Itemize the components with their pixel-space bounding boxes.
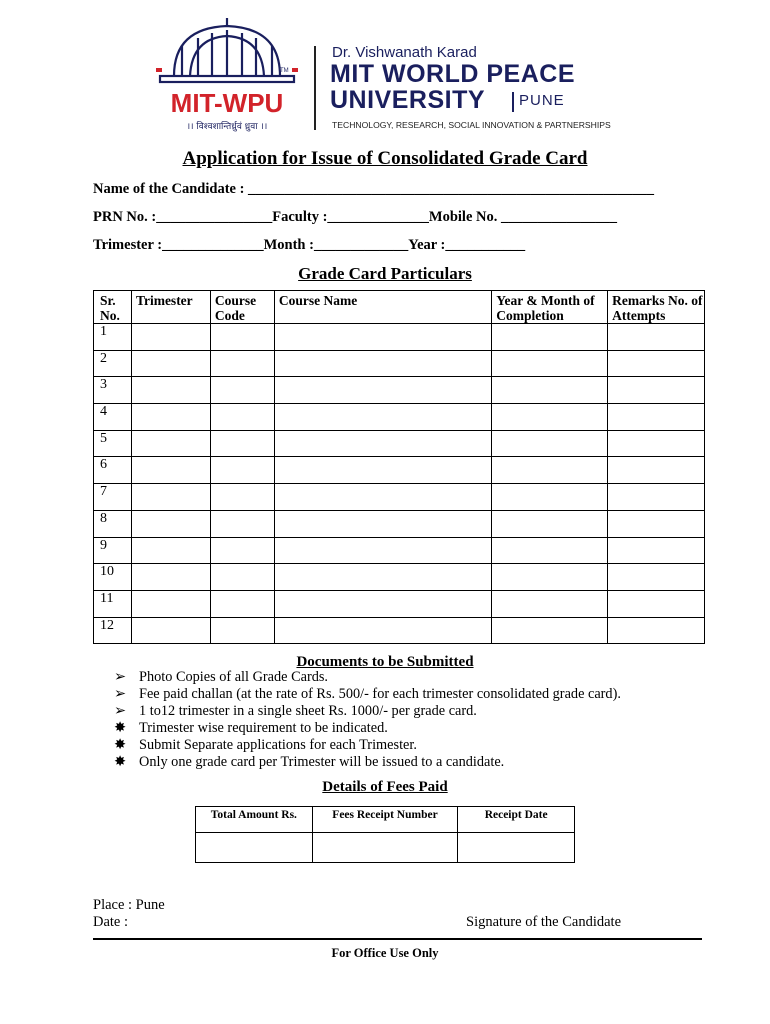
office-use-label: For Office Use Only — [331, 946, 439, 960]
table-row — [94, 430, 705, 457]
table-row — [94, 377, 705, 404]
list-item — [114, 754, 621, 771]
city-separator — [512, 92, 514, 112]
blank-cell — [210, 617, 274, 644]
footer-divider — [93, 938, 702, 940]
serial-number-cell: 10 — [94, 564, 132, 591]
blank-cell — [131, 350, 210, 377]
table-header-row — [94, 291, 705, 324]
blank-cell — [492, 484, 608, 511]
form-title: Application for Issue of Consolidated Grade Card — [182, 148, 588, 169]
blank-cell — [210, 564, 274, 591]
list-item-text: 1 to12 trimester in a single sheet Rs. 1000/- per grade card. — [139, 703, 477, 719]
blank-cell — [131, 377, 210, 404]
blank-cell — [131, 324, 210, 351]
column-header: Trimester — [131, 291, 210, 324]
blank-cell — [274, 324, 491, 351]
fees-title: Details of Fees Paid — [322, 779, 448, 795]
blank-cell — [274, 590, 491, 617]
list-item — [114, 737, 621, 754]
table-row — [94, 510, 705, 537]
blank-cell — [131, 590, 210, 617]
blank-cell — [274, 510, 491, 537]
blank-cell — [210, 590, 274, 617]
serial-number-cell: 8 — [94, 510, 132, 537]
mit-wpu-logo — [152, 16, 302, 134]
university-city: PUNE — [519, 92, 565, 109]
university-name-line2: UNIVERSITY — [330, 86, 486, 114]
signature-label: Signature of the Candidate — [466, 914, 622, 930]
table-row — [94, 484, 705, 511]
table-row — [94, 404, 705, 431]
logo-motto: ।। विश्वशान्तिर्ध्रुवं ध्रुवा ।। — [186, 122, 268, 132]
blank-cell — [131, 617, 210, 644]
blank-cell — [274, 430, 491, 457]
date-label: Date : — [93, 914, 129, 930]
particulars-title: Grade Card Particulars — [298, 264, 472, 283]
blank-cell — [492, 430, 608, 457]
blank-cell — [492, 377, 608, 404]
blank-cell — [210, 510, 274, 537]
blank-cell — [274, 350, 491, 377]
blank-cell — [492, 404, 608, 431]
column-header: Course Code — [210, 291, 274, 324]
blank-cell — [608, 564, 705, 591]
serial-number-cell: 7 — [94, 484, 132, 511]
column-header: Fees Receipt Number — [312, 807, 458, 833]
serial-number-cell: 6 — [94, 457, 132, 484]
table-row — [94, 457, 705, 484]
list-item-text: Only one grade card per Trimester will be issued to a candidate. — [139, 754, 505, 770]
blank-cell — [608, 537, 705, 564]
table-row — [94, 537, 705, 564]
serial-number-cell: 11 — [94, 590, 132, 617]
serial-number-cell: 2 — [94, 350, 132, 377]
column-header: Sr. No. — [94, 291, 132, 324]
blank-cell — [131, 484, 210, 511]
blank-cell — [274, 377, 491, 404]
column-header: Year & Month of Completion — [492, 291, 608, 324]
blank-cell — [210, 537, 274, 564]
column-header: Receipt Date — [458, 807, 575, 833]
blank-cell — [131, 510, 210, 537]
trimester-month-year-line: Trimester :______________Month :_____________Year :___________ — [93, 237, 526, 253]
university-name-line1: MIT WORLD PEACE — [330, 60, 575, 88]
column-header: Total Amount Rs. — [196, 807, 313, 833]
list-item-text: Submit Separate applications for each Trimester. — [139, 737, 417, 753]
blank-cell — [210, 457, 274, 484]
blank-cell — [210, 324, 274, 351]
arrow-bullet-icon: ➢ — [114, 703, 126, 719]
table-row — [94, 617, 705, 644]
list-item — [114, 703, 621, 720]
blank-cell — [131, 404, 210, 431]
grade-card-particulars-table — [93, 290, 705, 644]
serial-number-cell: 4 — [94, 404, 132, 431]
blank-cell — [210, 404, 274, 431]
list-item-text: Fee paid challan (at the rate of Rs. 500/- for each trimester consolidated grade card). — [139, 686, 621, 702]
table-row — [94, 350, 705, 377]
total-amount-cell — [196, 833, 313, 863]
blank-cell — [210, 350, 274, 377]
blank-cell — [210, 484, 274, 511]
blank-cell — [274, 404, 491, 431]
table-row — [94, 324, 705, 351]
serial-number-cell: 3 — [94, 377, 132, 404]
prn-faculty-mobile-line: PRN No. :________________Faculty :______________Mobile No. ________________ — [93, 209, 617, 225]
list-item — [114, 669, 621, 686]
list-item — [114, 686, 621, 703]
blank-cell — [492, 324, 608, 351]
arrow-bullet-icon: ➢ — [114, 686, 126, 702]
university-tagline: TECHNOLOGY, RESEARCH, SOCIAL INNOVATION & PARTNERSHIPS — [332, 120, 611, 130]
list-item-text: Photo Copies of all Grade Cards. — [139, 669, 329, 685]
blank-cell — [274, 564, 491, 591]
blank-cell — [210, 430, 274, 457]
university-founder-name: Dr. Vishwanath Karad — [332, 44, 477, 61]
star-bullet-icon: ✸ — [114, 720, 126, 736]
documents-list — [114, 669, 621, 771]
column-header: Remarks No. of Attempts — [608, 291, 705, 324]
blank-cell — [608, 350, 705, 377]
blank-cell — [131, 564, 210, 591]
blank-cell — [608, 324, 705, 351]
header-divider — [314, 46, 316, 130]
blank-cell — [274, 537, 491, 564]
blank-cell — [608, 590, 705, 617]
trademark-label: TM — [280, 68, 289, 74]
blank-cell — [608, 430, 705, 457]
place-label: Place : Pune — [93, 897, 165, 913]
blank-cell — [131, 457, 210, 484]
receipt-number-cell — [312, 833, 458, 863]
documents-title: Documents to be Submitted — [296, 654, 474, 670]
blank-cell — [608, 377, 705, 404]
blank-cell — [274, 457, 491, 484]
blank-cell — [131, 537, 210, 564]
blank-cell — [608, 510, 705, 537]
table-header-row — [196, 807, 575, 833]
arrow-bullet-icon: ➢ — [114, 669, 126, 685]
blank-cell — [274, 484, 491, 511]
fees-paid-table — [195, 806, 575, 863]
blank-cell — [608, 404, 705, 431]
star-bullet-icon: ✸ — [114, 737, 126, 753]
blank-cell — [608, 457, 705, 484]
list-item-text: Trimester wise requirement to be indicated. — [139, 720, 388, 736]
serial-number-cell: 1 — [94, 324, 132, 351]
serial-number-cell: 12 — [94, 617, 132, 644]
star-bullet-icon: ✸ — [114, 754, 126, 770]
blank-cell — [492, 537, 608, 564]
blank-cell — [492, 564, 608, 591]
blank-cell — [492, 510, 608, 537]
serial-number-cell: 5 — [94, 430, 132, 457]
logo-wordmark: MIT-WPU — [170, 88, 284, 118]
blank-cell — [274, 617, 491, 644]
column-header: Course Name — [274, 291, 491, 324]
receipt-date-cell — [458, 833, 575, 863]
blank-cell — [492, 617, 608, 644]
table-row — [196, 833, 575, 863]
candidate-name-line: Name of the Candidate : ________________________________________________________ — [93, 181, 655, 197]
blank-cell — [131, 430, 210, 457]
blank-cell — [210, 377, 274, 404]
blank-cell — [608, 617, 705, 644]
table-row — [94, 564, 705, 591]
blank-cell — [492, 457, 608, 484]
blank-cell — [492, 590, 608, 617]
list-item — [114, 720, 621, 737]
table-row — [94, 590, 705, 617]
serial-number-cell: 9 — [94, 537, 132, 564]
blank-cell — [492, 350, 608, 377]
blank-cell — [608, 484, 705, 511]
